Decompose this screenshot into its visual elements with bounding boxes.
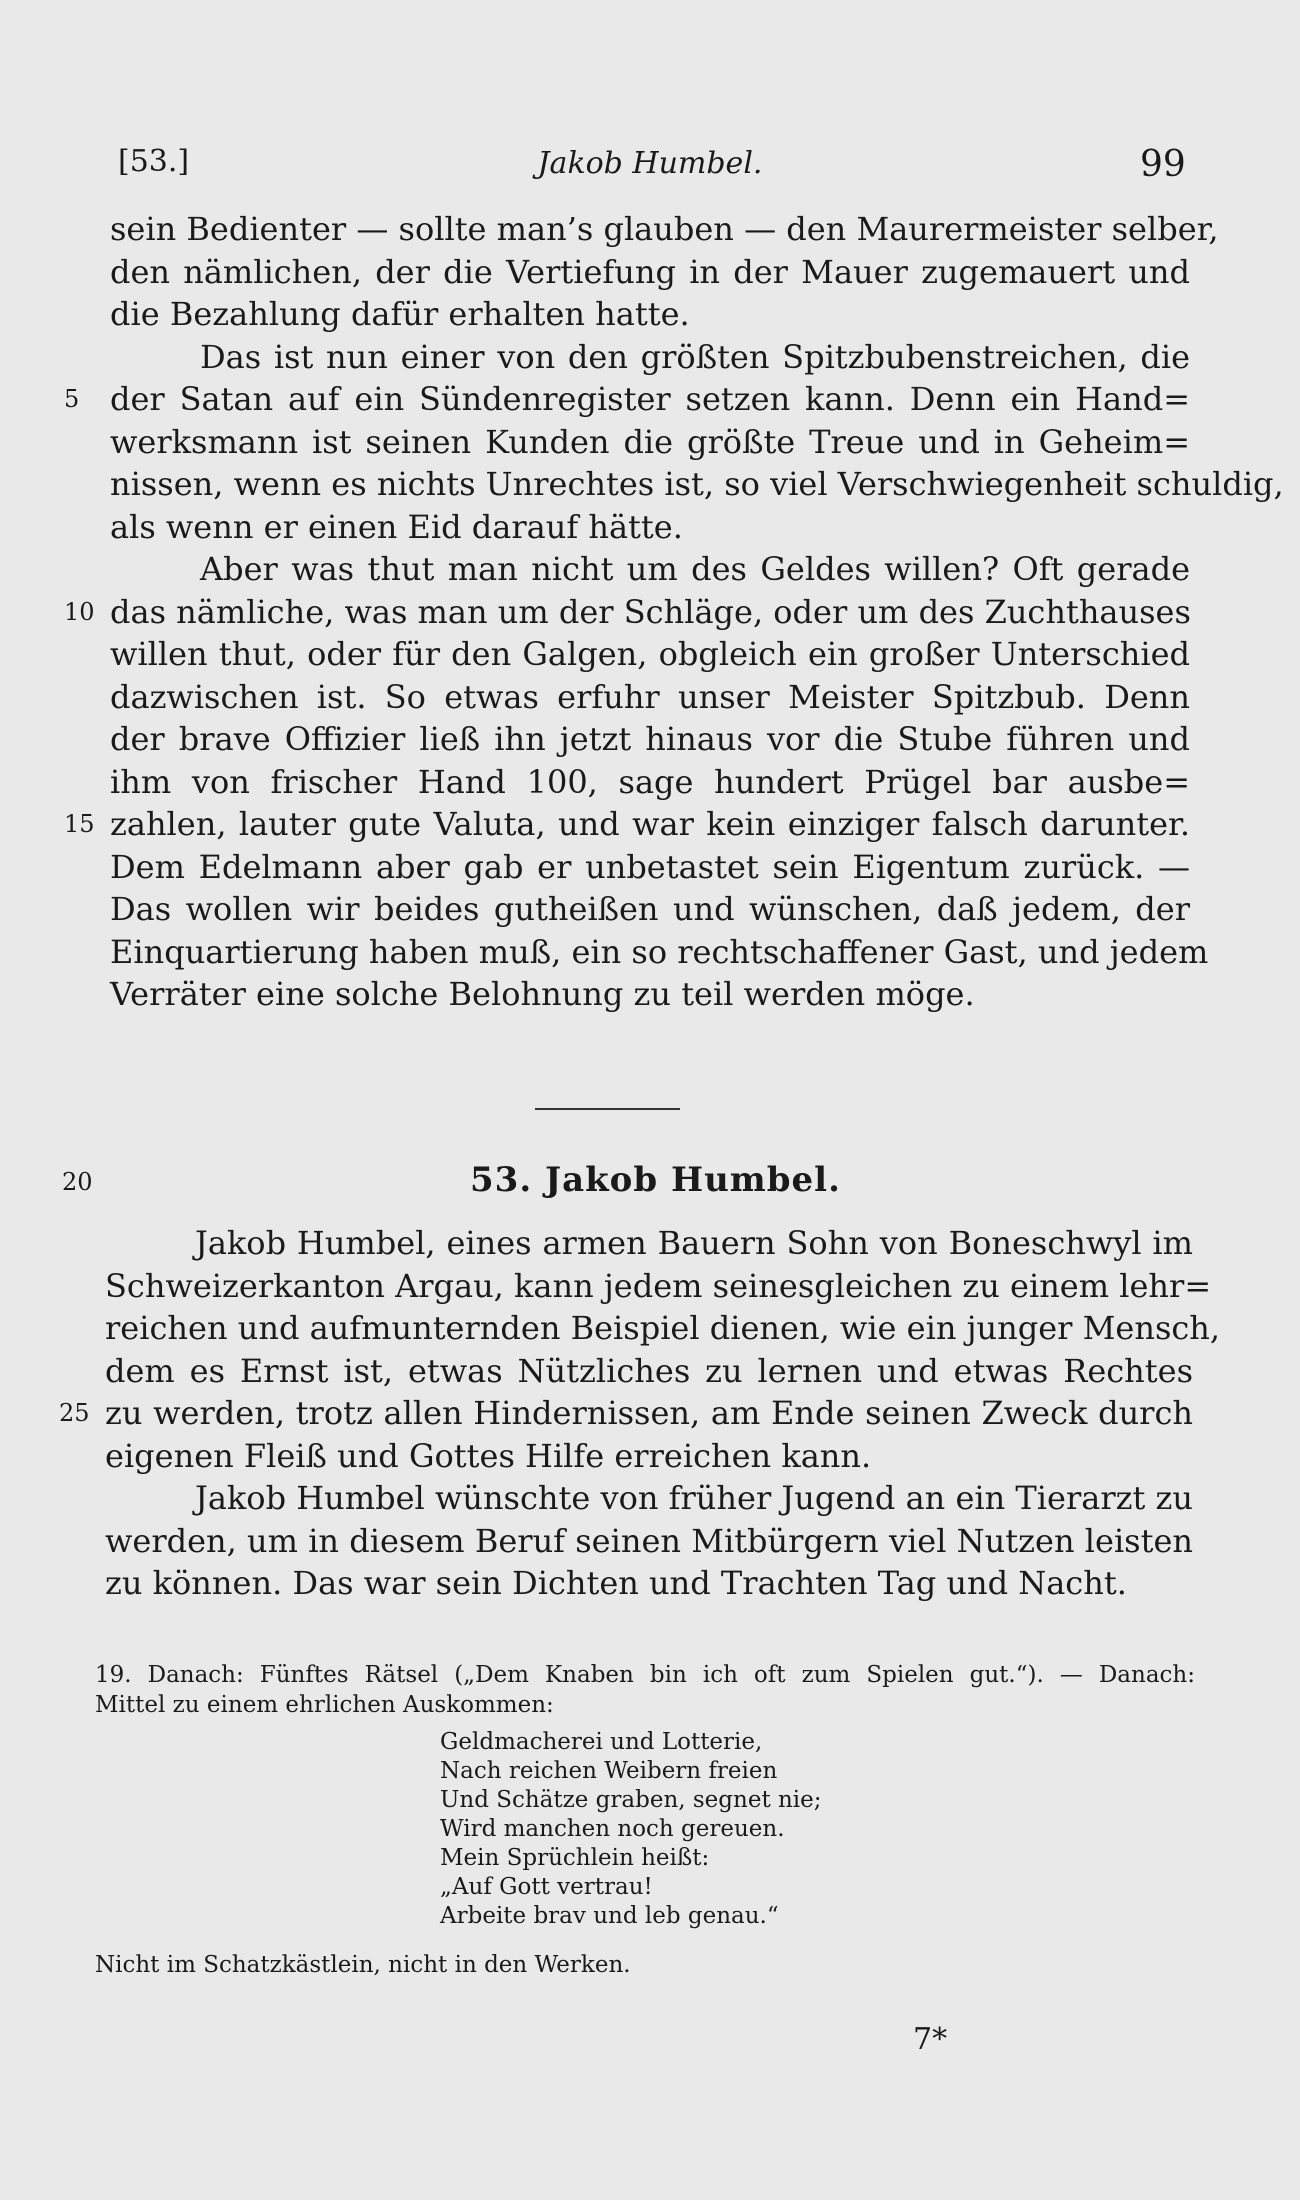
line-text: das nämliche, was man um der Schläge, oder um des Zuchthauses [110,592,1191,631]
line-text: Jakob Humbel wünschte von früher Jugend an ein Tierarzt zu [195,1479,1193,1517]
line-text: als wenn er einen Eid darauf hätte. [110,507,683,546]
footnote-line: 19. Danach: Fünftes Rätsel („Dem Knaben bin ich oft zum Spielen gut.“). — Danach: [95,1662,1195,1688]
line-text: Das ist nun einer von den größten Spitzbubenstreichen, die [200,337,1190,376]
text-line [110,208,1219,251]
line-text: den nämlichen, der die Vertiefung in der Mauer zugemauert und [110,252,1190,291]
text-line [105,1350,1193,1393]
line-text: zu können. Das war sein Dichten und Trachten Tag und Nacht. [105,1564,1127,1602]
footnotes [95,1660,1195,1978]
text-line [105,1477,1193,1520]
line-text: sein Bedienter — sollte man’s glauben — den Maurermeister selber, [110,210,1219,248]
text-line [105,1307,1221,1350]
text-line [110,633,1190,676]
poem-line: Wird manchen noch gereuen. [440,1816,785,1842]
line-number: 25 [59,1399,90,1427]
text-line [110,931,1209,974]
line-text: nissen, wenn es nichts Unrechtes ist, so viel Verschwiegenheit schuldig, [110,465,1284,503]
line-text: der brave Offizier ließ ihn jetzt hinaus vor die Stube führen und [110,720,1190,758]
line-text: Schweizerkanton Argau, kann jedem seinesgleichen zu einem lehr= [105,1266,1212,1305]
line-text: Jakob Humbel, eines armen Bauern Sohn von Boneschwyl im [195,1224,1193,1262]
text-line [110,676,1190,719]
line-text: Einquartierung haben muß, ein so rechtschaffener Gast, und jedem [110,932,1209,971]
text-line [110,548,1190,591]
text-line [110,251,1190,294]
text-line [59,1392,1193,1435]
page-header [0,140,1300,190]
page-ref: [53.] [118,144,190,179]
text-line [110,846,1190,889]
text-line [110,336,1190,379]
poem-line: Arbeite brav und leb genau.“ [440,1903,779,1929]
line-text: werden, um in diesem Beruf seinen Mitbürgern viel Nutzen leisten [105,1521,1193,1560]
line-text: zahlen, lauter gute Valuta, und war kein einziger falsch darunter. [110,805,1190,843]
poem-line: „Auf Gott vertrau! [440,1874,653,1900]
story-title: 53. Jakob Humbel. [470,1160,841,1200]
story-jakob-humbel [59,1222,1221,1605]
text-line [110,718,1190,761]
text-line [105,1435,1193,1478]
footnote-line: Nicht im Schatzkästlein, nicht in den Werken. [95,1952,631,1978]
section-heading [0,1160,1300,1210]
line-text: die Bezahlung dafür erhalten hatte. [110,295,690,333]
text-line [64,803,1190,846]
page-number: 99 [1140,144,1186,185]
line-text: Aber was thut man nicht um des Geldes willen? Oft gerade [200,550,1190,588]
text-line [110,293,1190,336]
text-line [105,1520,1193,1563]
footnote-poem [440,1728,822,1931]
line-text: werksmann ist seinen Kunden die größte Treue und in Geheim= [110,422,1190,461]
line-text: dem es Ernst ist, etwas Nützliches zu lernen und etwas Rechtes [105,1351,1193,1390]
text-line [64,378,1190,421]
text-line [105,1222,1193,1265]
text-line [110,463,1284,506]
footnote-line: Mittel zu einem ehrlichen Auskommen: [95,1692,554,1718]
section-divider [535,1108,680,1110]
text-line [64,591,1191,634]
line-number: 10 [64,597,95,626]
line-text: Verräter eine solche Belohnung zu teil werden möge. [110,975,975,1013]
running-title: Jakob Humbel. [537,146,763,181]
story-continuation [64,208,1284,1016]
line-text: eigenen Fleiß und Gottes Hilfe erreichen kann. [105,1436,872,1475]
signature-mark: 7* [913,2022,948,2057]
poem-line: Nach reichen Weibern freien [440,1758,778,1784]
line-number: 15 [64,810,95,838]
text-line [110,761,1190,804]
text-line [105,1562,1193,1605]
text-line [110,421,1190,464]
line-text: reichen und aufmunternden Beispiel dienen, wie ein junger Mensch, [105,1309,1221,1347]
line-text: willen thut, oder für den Galgen, obgleich ein großer Unterschied [110,635,1190,673]
line-text: Das wollen wir beides gutheißen und wünschen, daß jedem, der [110,890,1190,928]
poem-line: Mein Sprüchlein heißt: [440,1845,710,1871]
line-text: dazwischen ist. So etwas erfuhr unser Meister Spitzbub. Denn [110,677,1190,716]
text-line [110,506,1190,549]
text-line [110,973,1190,1016]
line-text: zu werden, trotz allen Hindernissen, am Ende seinen Zweck durch [105,1394,1193,1432]
line-number: 20 [62,1168,93,1196]
text-line [105,1265,1212,1308]
poem-line: Und Schätze graben, segnet nie; [440,1787,822,1813]
line-text: ihm von frischer Hand 100, sage hundert Prügel bar ausbe= [110,762,1190,801]
line-text: Dem Edelmann aber gab er unbetastet sein Eigentum zurück. — [110,847,1190,886]
line-text: der Satan auf ein Sündenregister setzen kann. Denn ein Hand= [110,380,1190,418]
text-line [110,888,1190,931]
line-number: 5 [64,385,80,413]
poem-line: Geldmacherei und Lotterie, [440,1729,763,1755]
